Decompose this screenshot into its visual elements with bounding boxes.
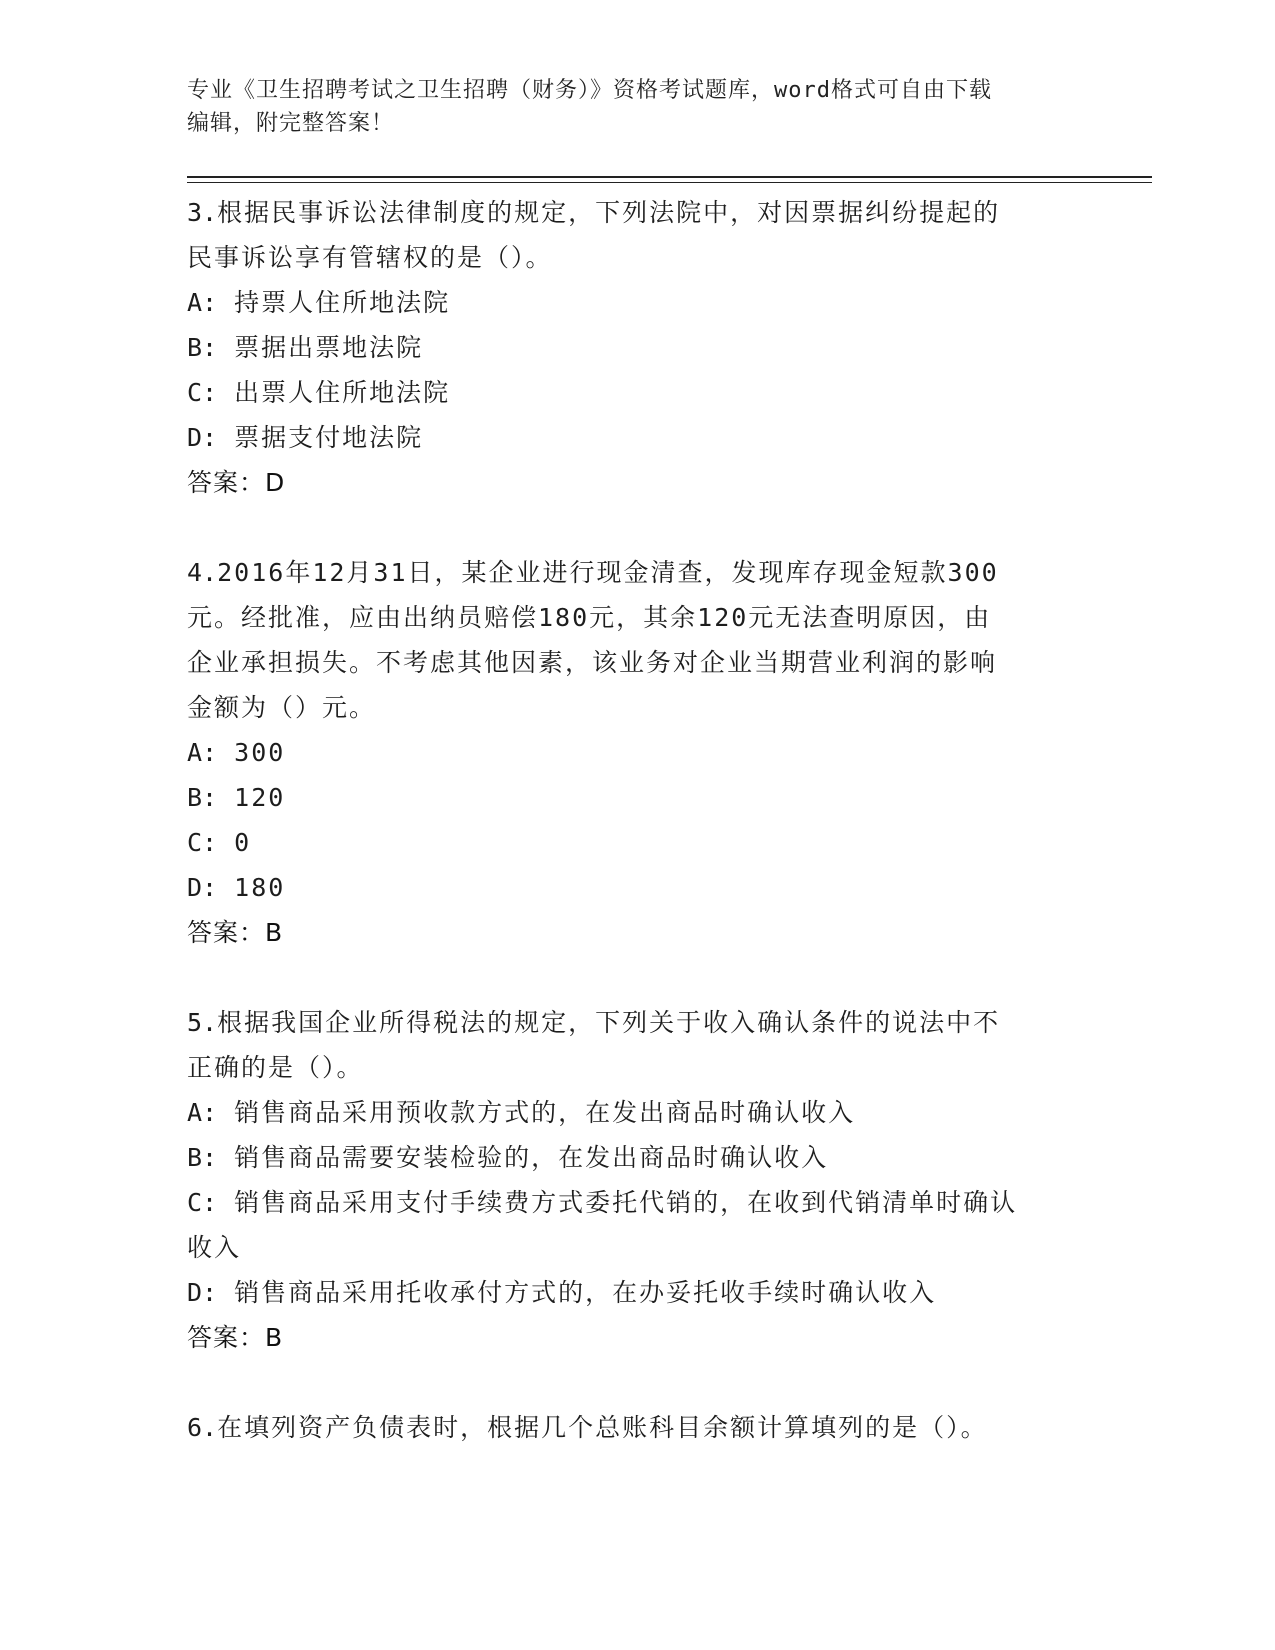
option-text: 销售商品采用托收承付方式的，在办妥托收手续时确认收入 [234, 1278, 937, 1307]
question-stem-line: 民事诉讼享有管辖权的是（）。 [187, 243, 553, 272]
question-stem-line: 元。经批准，应由出纳员赔偿180元，其余120元无法查明原因，由 [187, 603, 992, 632]
header-divider-thick [187, 176, 1152, 178]
option-d [187, 415, 1087, 460]
question-number: 6. [187, 1413, 218, 1442]
option-text: 120 [234, 783, 286, 812]
question-stem-line: 金额为（）元。 [187, 693, 377, 722]
document-header [187, 74, 1087, 140]
option-d [187, 1270, 1087, 1315]
question-list [187, 190, 1087, 1450]
option-letter: D: [187, 423, 218, 452]
option-c-continuation: 收入 [187, 1233, 242, 1262]
header-line-1: 专业《卫生招聘考试之卫生招聘（财务）》资格考试题库，word格式可自由下载 [187, 78, 992, 103]
question-stem [187, 550, 1087, 730]
question-spacer [187, 955, 1087, 1000]
option-text: 持票人住所地法院 [234, 288, 451, 317]
option-letter: A: [187, 1098, 218, 1127]
option-text: 票据出票地法院 [234, 333, 424, 362]
question-5 [187, 1000, 1087, 1360]
option-letter: A: [187, 738, 218, 767]
question-number: 5. [187, 1008, 218, 1037]
question-4 [187, 550, 1087, 955]
option-letter: C: [187, 1188, 218, 1217]
option-letter: C: [187, 378, 218, 407]
question-stem [187, 1000, 1087, 1090]
answer-label: 答案：D [187, 468, 286, 497]
question-stem-line: 根据我国企业所得税法的规定，下列关于收入确认条件的说法中不 [217, 1008, 1001, 1037]
option-letter: B: [187, 333, 218, 362]
option-text: 180 [234, 873, 286, 902]
question-stem [187, 190, 1087, 280]
question-stem-line: 在填列资产负债表时，根据几个总账科目余额计算填列的是（）。 [217, 1413, 988, 1442]
option-c [187, 820, 1087, 865]
question-stem-line: 2016年12月31日，某企业进行现金清查，发现库存现金短款300 [217, 558, 999, 587]
option-a [187, 730, 1087, 775]
option-letter: D: [187, 873, 218, 902]
option-c [187, 370, 1087, 415]
option-letter: B: [187, 783, 218, 812]
option-letter: C: [187, 828, 218, 857]
option-text: 300 [234, 738, 286, 767]
option-text: 销售商品需要安装检验的，在发出商品时确认收入 [234, 1143, 829, 1172]
question-spacer [187, 505, 1087, 550]
answer-label: 答案：B [187, 918, 284, 947]
question-3 [187, 190, 1087, 505]
option-text: 票据支付地法院 [234, 423, 424, 452]
option-letter: D: [187, 1278, 218, 1307]
answer-label: 答案：B [187, 1323, 284, 1352]
header-divider-thin [187, 182, 1152, 183]
question-stem-line: 根据民事诉讼法律制度的规定，下列法院中，对因票据纠纷提起的 [217, 198, 1001, 227]
question-number: 3. [187, 198, 218, 227]
option-b [187, 325, 1087, 370]
option-text: 0 [234, 828, 252, 857]
option-text: 销售商品采用预收款方式的，在发出商品时确认收入 [234, 1098, 856, 1127]
option-c [187, 1180, 1087, 1225]
option-letter: A: [187, 288, 218, 317]
option-letter: B: [187, 1143, 218, 1172]
option-a [187, 1090, 1087, 1135]
header-line-2: 编辑，附完整答案！ [187, 111, 395, 136]
question-stem-line: 企业承担损失。不考虑其他因素，该业务对企业当期营业利润的影响 [187, 648, 998, 677]
question-number: 4. [187, 558, 218, 587]
option-a [187, 280, 1087, 325]
question-stem-line: 正确的是（）。 [187, 1053, 364, 1082]
option-b [187, 1135, 1087, 1180]
option-b [187, 775, 1087, 820]
question-stem [187, 1405, 1087, 1450]
question-6 [187, 1405, 1087, 1450]
question-spacer [187, 1360, 1087, 1405]
option-text: 出票人住所地法院 [234, 378, 451, 407]
option-d [187, 865, 1087, 910]
option-text: 销售商品采用支付手续费方式委托代销的，在收到代销清单时确认 [234, 1188, 1018, 1217]
